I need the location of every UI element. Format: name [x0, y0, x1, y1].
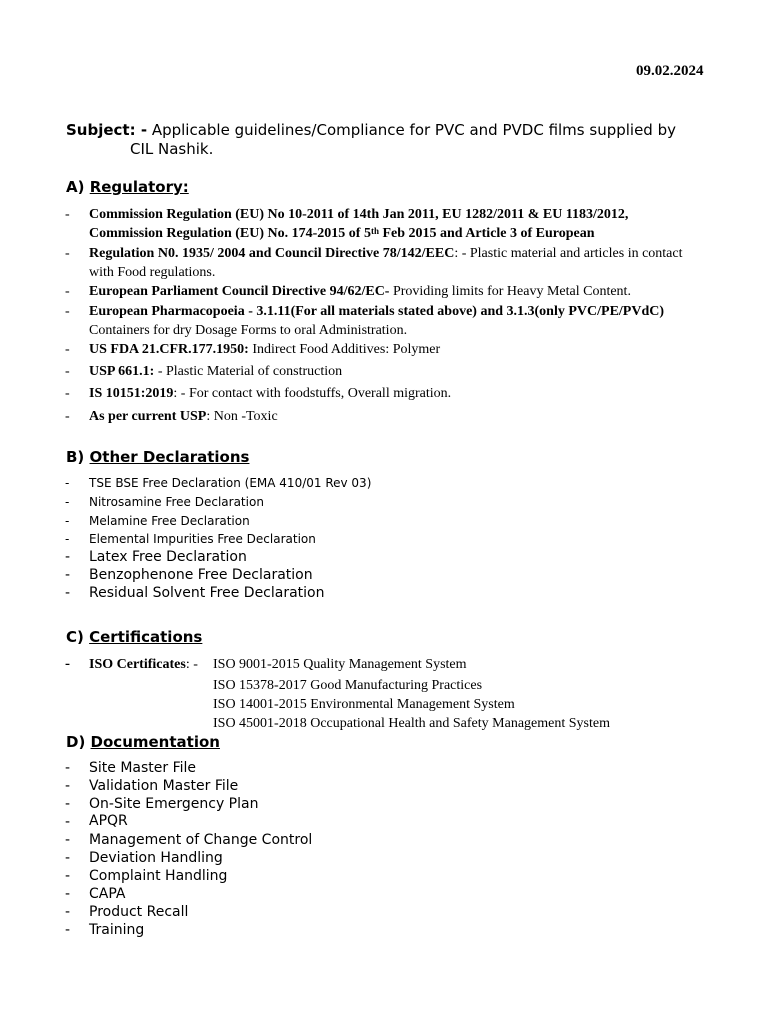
regulation-title: European Parliament Council Directive 94/62/EC-: [89, 284, 390, 299]
list-item: Complaint Handling: [89, 868, 228, 884]
regulation-title: Regulation N0. 1935/ 2004 and Council Directive 78/142/EEC: [89, 246, 455, 261]
label-separator: : -: [185, 657, 198, 672]
list-dash: -: [65, 656, 70, 672]
regulation-title: USP 661.1:: [89, 364, 155, 379]
list-item: On-Site Emergency Plan: [89, 796, 259, 812]
list-dash: -: [65, 886, 71, 902]
subject-text-cont: CIL Nashik.: [130, 140, 214, 158]
list-dash: -: [65, 922, 71, 938]
list-item: Management of Change Control: [89, 832, 313, 848]
list-dash: -: [65, 904, 71, 920]
section-prefix: D): [66, 733, 86, 751]
certificate-item: ISO 15378-2017 Good Manufacturing Practices: [213, 678, 483, 693]
certificate-label: ISO Certificates: [89, 657, 186, 672]
list-dash: -: [65, 814, 71, 830]
list-dash: -: [65, 304, 70, 319]
section-heading-documentation: [66, 733, 220, 751]
section-prefix: A): [66, 178, 85, 196]
list-dash: -: [65, 778, 71, 794]
regulation-text: Providing limits for Heavy Metal Content.: [389, 284, 631, 299]
list-dash: -: [65, 409, 70, 424]
regulation-text: Indirect Food Additives: Polymer: [248, 342, 441, 357]
section-title: Certifications: [89, 628, 203, 646]
regulation-title: IS 10151:2019: [89, 386, 174, 401]
list-item: Benzophenone Free Declaration: [89, 567, 313, 583]
subject-label: Subject: -: [66, 121, 148, 139]
list-item: [89, 302, 664, 340]
list-dash: -: [65, 832, 71, 848]
list-dash: -: [65, 796, 71, 812]
list-item: Elemental Impurities Free Declaration: [89, 532, 316, 546]
list-item: APQR: [89, 813, 128, 829]
list-item: Latex Free Declaration: [89, 549, 247, 565]
list-dash: -: [65, 284, 70, 299]
list-item: Nitrosamine Free Declaration: [89, 495, 264, 509]
list-item: [89, 282, 631, 301]
list-dash: -: [65, 549, 71, 565]
section-heading-other-declarations: [66, 448, 249, 466]
regulation-text: - Plastic Material of construction: [154, 364, 343, 379]
certificate-item: ISO 45001-2018 Occupational Health and Safety Management System: [213, 716, 610, 731]
list-dash: -: [65, 207, 70, 222]
list-item: [89, 340, 440, 359]
list-item: Deviation Handling: [89, 850, 223, 866]
list-item: [89, 407, 278, 426]
regulation-text: : - Plastic material and articles in contact: [454, 246, 683, 261]
regulation-text: with Food regulations.: [89, 265, 216, 280]
regulation-title: Commission Regulation (EU) No. 174-2015 of 5th Feb 2015 and Article 3 of European: [89, 226, 595, 241]
list-item: [89, 362, 342, 381]
list-item: Melamine Free Declaration: [89, 514, 250, 528]
list-item: Site Master File: [89, 760, 197, 776]
list-dash: -: [65, 760, 71, 776]
regulation-title: European Pharmacopoeia - 3.1.11(For all materials stated above) and 3.1.3(only PVC/PE/PVdC): [89, 304, 665, 319]
list-item: CAPA: [89, 886, 126, 902]
regulation-text: : - For contact with foodstuffs, Overall migration.: [173, 386, 452, 401]
list-dash: -: [65, 342, 70, 357]
list-item: Validation Master File: [89, 778, 239, 794]
document-date: 09.02.2024: [636, 63, 704, 79]
section-prefix: C): [66, 628, 84, 646]
list-dash: -: [65, 567, 71, 583]
regulation-title: Commission Regulation (EU) No 10-2011 of 14th Jan 2011, EU 1282/2011 & EU 1183/2012,: [89, 207, 629, 222]
certificate-item: ISO 14001-2015 Environmental Management System: [213, 697, 515, 712]
section-title: Other Declarations: [89, 448, 250, 466]
list-item: Residual Solvent Free Declaration: [89, 585, 325, 601]
list-item: [89, 384, 451, 403]
regulation-text: Containers for dry Dosage Forms to oral Administration.: [89, 323, 408, 338]
section-heading-certifications: [66, 628, 202, 646]
list-dash: -: [65, 514, 70, 528]
list-dash: -: [65, 476, 70, 490]
section-title: Regulatory:: [89, 178, 189, 196]
list-item: TSE BSE Free Declaration (EMA 410/01 Rev 03): [89, 476, 372, 490]
list-dash: -: [65, 868, 71, 884]
subject-line: [66, 121, 676, 158]
section-title: Documentation: [90, 733, 220, 751]
list-item: [89, 244, 683, 282]
list-dash: -: [65, 532, 70, 546]
list-dash: -: [65, 585, 71, 601]
regulation-title: US FDA 21.CFR.177.1950:: [89, 342, 249, 357]
list-item: [89, 205, 628, 243]
list-dash: -: [65, 850, 71, 866]
list-dash: -: [65, 495, 70, 509]
list-dash: -: [65, 386, 70, 401]
list-dash: -: [65, 246, 70, 261]
list-item: [89, 657, 198, 673]
section-prefix: B): [66, 448, 85, 466]
section-heading-regulatory: [66, 178, 189, 196]
list-item: Training: [89, 922, 145, 938]
regulation-text: : Non -Toxic: [206, 409, 278, 424]
list-item: Product Recall: [89, 904, 189, 920]
list-dash: -: [65, 364, 70, 379]
certificate-item: ISO 9001-2015 Quality Management System: [213, 657, 467, 672]
regulation-title: As per current USP: [89, 409, 207, 424]
subject-text: Applicable guidelines/Compliance for PVC and PVDC films supplied by: [151, 121, 676, 139]
